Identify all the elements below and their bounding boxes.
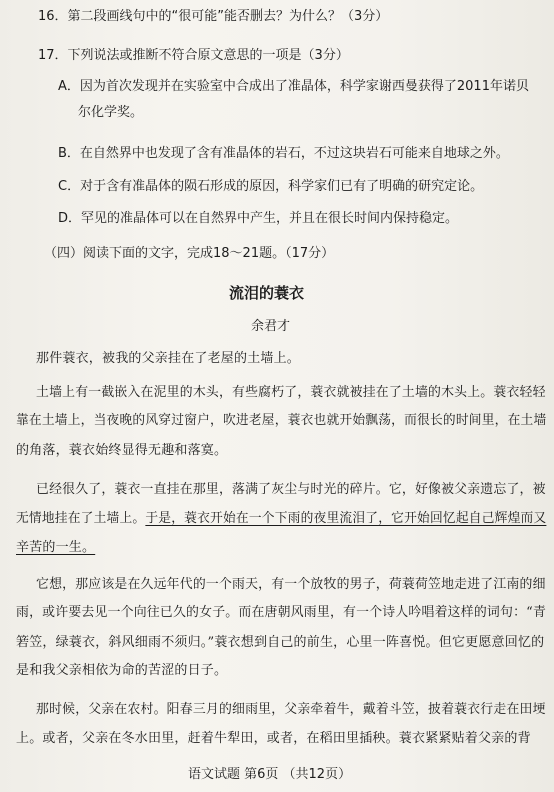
paragraph-line: 靠在土墙上，当夜晚的风穿过窗户，吹进老屋，蓑衣也就开始飘荡，而很长的时间里，在土墙 (16, 413, 547, 428)
paragraph-line: 土墙上有一截嵌入在泥里的木头，有些腐朽了，蓑衣就被挂在了土墙的木头上。蓑衣轻轻 (36, 385, 546, 400)
plain-text: 无情地挂在了土墙上。 (16, 511, 146, 526)
option-d: D．罕见的准晶体可以在自然界中产生，并且在很长时间内保持稳定。 (58, 211, 459, 226)
option-b: B．在自然界中也发现了含有准晶体的岩石，不过这块岩石可能来自地球之外。 (58, 146, 509, 161)
paragraph-line: 已经很久了，蓑衣一直挂在那里，落满了灰尘与时光的碎片。它，好像被父亲遗忘了，被 (36, 482, 546, 497)
underlined-sentence: 于是，蓑衣开始在一个下雨的夜里流泪了，它开始回忆起自己辉煌而又 (145, 511, 547, 526)
paragraph-line: 那时候，父亲在农村。阳春三月的细雨里，父亲牵着牛，戴着斗笠，披着蓑衣行走在田埂 (36, 702, 546, 717)
paragraph-line: 上。或者，父亲在冬水田里，赶着牛犁田，或者，在稻田里插秧。蓑衣紧紧贴着父亲的背 (16, 731, 531, 746)
article-author: 余君才 (251, 319, 291, 334)
page-footer: 语文试题 第6页 （共12页） (188, 767, 352, 782)
question-16: 16．第二段画线句中的“很可能”能否删去？为什么？（3分） (38, 9, 389, 24)
paragraph-line: 是和我父亲相依为命的苦涩的日子。 (16, 663, 228, 678)
paragraph-line: 它想，那应该是在久远年代的一个雨天，有一个放牧的男子，荷蓑荷笠地走进了江南的细 (36, 577, 546, 592)
option-c: C．对于含有准晶体的陨石形成的原因，科学家们已有了明确的研究定论。 (58, 179, 484, 194)
paragraph-line: 雨，或许要去见一个向往已久的女子。而在唐朝风雨里，有一个诗人吟唱着这样的词句：“青 (16, 605, 547, 620)
paragraph-line: 箬笠，绿蓑衣，斜风细雨不须归。”蓑衣想到自己的前生，心里一阵喜悦。但它更愿意回忆的 (16, 635, 545, 650)
paragraph-line-underlined (16, 510, 546, 528)
option-a-line-1: A．因为首次发现并在实验室中合成出了准晶体，科学家谢西曼获得了2011年诺贝 (58, 79, 529, 94)
underlined-sentence-end: 辛苦的一生。 (16, 540, 96, 555)
question-17: 17．下列说法或推断不符合原文意思的一项是（3分） (38, 48, 349, 63)
paragraph-line: 的角落，蓑衣始终显得无趣和落寞。 (16, 443, 228, 458)
section-heading: （四）阅读下面的文字，完成18～21题。（17分） (44, 246, 335, 261)
article-title: 流泪的蓑衣 (229, 284, 305, 302)
option-a-line-2: 尔化学奖。 (78, 105, 144, 120)
paragraph-line: 那件蓑衣，被我的父亲挂在了老屋的土墙上。 (36, 351, 301, 366)
